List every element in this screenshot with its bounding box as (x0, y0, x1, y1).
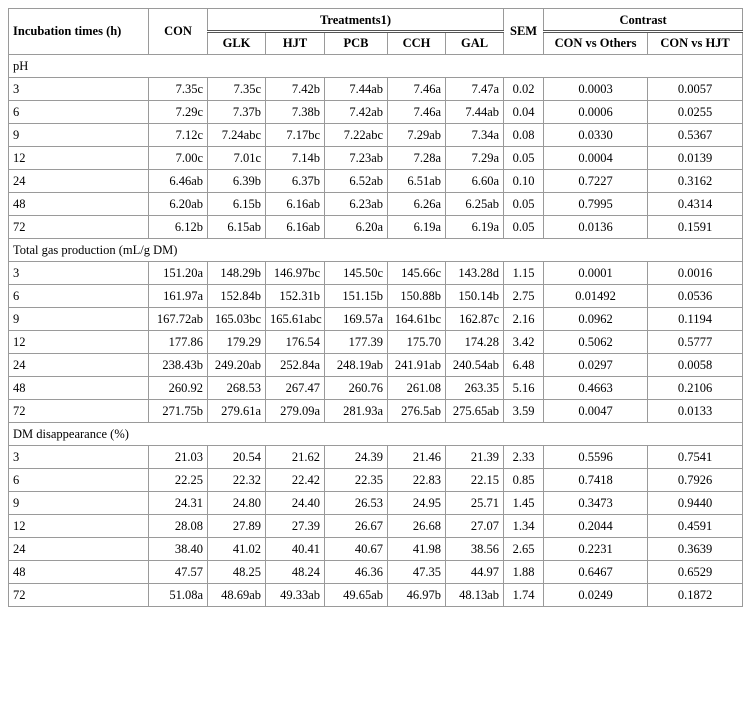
value-cell: 41.98 (388, 538, 446, 561)
value-cell: 5.16 (504, 377, 544, 400)
value-cell: 1.34 (504, 515, 544, 538)
value-cell: 7.00c (149, 147, 208, 170)
value-cell: 3.42 (504, 331, 544, 354)
time-cell: 3 (9, 446, 149, 469)
value-cell: 0.4314 (648, 193, 743, 216)
value-cell: 240.54ab (446, 354, 504, 377)
value-cell: 0.5062 (544, 331, 648, 354)
value-cell: 47.35 (388, 561, 446, 584)
value-cell: 0.04 (504, 101, 544, 124)
value-cell: 0.2231 (544, 538, 648, 561)
value-cell: 151.15b (325, 285, 388, 308)
value-cell: 0.02 (504, 78, 544, 101)
value-cell: 0.0136 (544, 216, 648, 239)
time-cell: 72 (9, 400, 149, 423)
value-cell: 276.5ab (388, 400, 446, 423)
value-cell: 6.20ab (149, 193, 208, 216)
time-cell: 3 (9, 78, 149, 101)
value-cell: 6.19a (446, 216, 504, 239)
section-title: Total gas production (mL/g DM) (9, 239, 743, 262)
value-cell: 6.51ab (388, 170, 446, 193)
value-cell: 49.65ab (325, 584, 388, 607)
section-row (9, 239, 743, 262)
value-cell: 0.0016 (648, 262, 743, 285)
value-cell: 0.08 (504, 124, 544, 147)
value-cell: 6.12b (149, 216, 208, 239)
value-cell: 0.3473 (544, 492, 648, 515)
time-cell: 6 (9, 101, 149, 124)
value-cell: 2.33 (504, 446, 544, 469)
value-cell: 7.29ab (388, 124, 446, 147)
value-cell: 2.16 (504, 308, 544, 331)
value-cell: 27.89 (208, 515, 266, 538)
section-row (9, 423, 743, 446)
value-cell: 21.62 (266, 446, 325, 469)
treatment-header-cch: CCH (388, 32, 446, 55)
value-cell: 22.25 (149, 469, 208, 492)
value-cell: 263.35 (446, 377, 504, 400)
value-cell: 241.91ab (388, 354, 446, 377)
value-cell: 24.80 (208, 492, 266, 515)
value-cell: 7.44ab (325, 78, 388, 101)
time-cell: 48 (9, 561, 149, 584)
value-cell: 146.97bc (266, 262, 325, 285)
time-cell: 24 (9, 538, 149, 561)
value-cell: 22.15 (446, 469, 504, 492)
incubation-header: Incubation times (h) (9, 9, 149, 55)
value-cell: 252.84a (266, 354, 325, 377)
value-cell: 40.41 (266, 538, 325, 561)
value-cell: 177.86 (149, 331, 208, 354)
value-cell: 3.59 (504, 400, 544, 423)
value-cell: 0.5596 (544, 446, 648, 469)
value-cell: 6.15b (208, 193, 266, 216)
contrast-header-con-vs-hjt: CON vs HJT (648, 32, 743, 55)
value-cell: 167.72ab (149, 308, 208, 331)
value-cell: 6.20a (325, 216, 388, 239)
table-row (9, 147, 743, 170)
value-cell: 0.2106 (648, 377, 743, 400)
value-cell: 28.08 (149, 515, 208, 538)
table-row (9, 538, 743, 561)
value-cell: 0.7926 (648, 469, 743, 492)
value-cell: 49.33ab (266, 584, 325, 607)
treatment-header-pcb: PCB (325, 32, 388, 55)
value-cell: 1.88 (504, 561, 544, 584)
value-cell: 161.97a (149, 285, 208, 308)
treatment-header-glk: GLK (208, 32, 266, 55)
value-cell: 145.66c (388, 262, 446, 285)
section-row (9, 55, 743, 78)
time-cell: 12 (9, 515, 149, 538)
value-cell: 0.1591 (648, 216, 743, 239)
value-cell: 0.9440 (648, 492, 743, 515)
table-row (9, 492, 743, 515)
value-cell: 0.0536 (648, 285, 743, 308)
value-cell: 0.10 (504, 170, 544, 193)
con-header: CON (149, 9, 208, 55)
time-cell: 9 (9, 308, 149, 331)
section-title: pH (9, 55, 743, 78)
value-cell: 0.7418 (544, 469, 648, 492)
value-cell: 145.50c (325, 262, 388, 285)
value-cell: 47.57 (149, 561, 208, 584)
time-cell: 24 (9, 354, 149, 377)
value-cell: 0.3639 (648, 538, 743, 561)
value-cell: 248.19ab (325, 354, 388, 377)
value-cell: 6.23ab (325, 193, 388, 216)
table-row (9, 308, 743, 331)
value-cell: 271.75b (149, 400, 208, 423)
value-cell: 0.4663 (544, 377, 648, 400)
value-cell: 7.23ab (325, 147, 388, 170)
value-cell: 21.03 (149, 446, 208, 469)
value-cell: 6.48 (504, 354, 544, 377)
value-cell: 7.46a (388, 78, 446, 101)
value-cell: 176.54 (266, 331, 325, 354)
value-cell: 150.14b (446, 285, 504, 308)
value-cell: 164.61bc (388, 308, 446, 331)
value-cell: 0.0057 (648, 78, 743, 101)
value-cell: 0.0058 (648, 354, 743, 377)
table-row (9, 400, 743, 423)
value-cell: 24.95 (388, 492, 446, 515)
value-cell: 174.28 (446, 331, 504, 354)
value-cell: 7.29a (446, 147, 504, 170)
value-cell: 0.1194 (648, 308, 743, 331)
time-cell: 9 (9, 492, 149, 515)
value-cell: 7.24abc (208, 124, 266, 147)
table-row (9, 124, 743, 147)
value-cell: 0.0330 (544, 124, 648, 147)
value-cell: 175.70 (388, 331, 446, 354)
table-row (9, 515, 743, 538)
value-cell: 6.39b (208, 170, 266, 193)
value-cell: 24.31 (149, 492, 208, 515)
value-cell: 48.25 (208, 561, 266, 584)
value-cell: 7.38b (266, 101, 325, 124)
value-cell: 275.65ab (446, 400, 504, 423)
value-cell: 0.5367 (648, 124, 743, 147)
value-cell: 38.56 (446, 538, 504, 561)
table-row (9, 446, 743, 469)
table-row (9, 377, 743, 400)
table-row (9, 285, 743, 308)
value-cell: 48.69ab (208, 584, 266, 607)
value-cell: 261.08 (388, 377, 446, 400)
value-cell: 169.57a (325, 308, 388, 331)
value-cell: 0.0962 (544, 308, 648, 331)
value-cell: 0.85 (504, 469, 544, 492)
time-cell: 12 (9, 147, 149, 170)
value-cell: 48.13ab (446, 584, 504, 607)
time-cell: 72 (9, 216, 149, 239)
value-cell: 6.16ab (266, 216, 325, 239)
value-cell: 6.16ab (266, 193, 325, 216)
value-cell: 24.39 (325, 446, 388, 469)
value-cell: 26.53 (325, 492, 388, 515)
value-cell: 0.01492 (544, 285, 648, 308)
value-cell: 0.05 (504, 193, 544, 216)
value-cell: 238.43b (149, 354, 208, 377)
value-cell: 6.37b (266, 170, 325, 193)
value-cell: 249.20ab (208, 354, 266, 377)
treatments-header: Treatments1) (208, 9, 504, 32)
value-cell: 25.71 (446, 492, 504, 515)
table-row (9, 331, 743, 354)
value-cell: 7.35c (208, 78, 266, 101)
value-cell: 0.1872 (648, 584, 743, 607)
value-cell: 46.36 (325, 561, 388, 584)
value-cell: 6.26a (388, 193, 446, 216)
value-cell: 0.7995 (544, 193, 648, 216)
value-cell: 0.0297 (544, 354, 648, 377)
value-cell: 7.29c (149, 101, 208, 124)
value-cell: 1.15 (504, 262, 544, 285)
value-cell: 0.05 (504, 147, 544, 170)
time-cell: 48 (9, 377, 149, 400)
value-cell: 51.08a (149, 584, 208, 607)
value-cell: 22.32 (208, 469, 266, 492)
value-cell: 7.01c (208, 147, 266, 170)
value-cell: 150.88b (388, 285, 446, 308)
value-cell: 0.4591 (648, 515, 743, 538)
value-cell: 0.0255 (648, 101, 743, 124)
value-cell: 267.47 (266, 377, 325, 400)
table-row (9, 354, 743, 377)
value-cell: 0.05 (504, 216, 544, 239)
value-cell: 2.75 (504, 285, 544, 308)
value-cell: 0.6467 (544, 561, 648, 584)
time-cell: 9 (9, 124, 149, 147)
value-cell: 151.20a (149, 262, 208, 285)
value-cell: 143.28d (446, 262, 504, 285)
value-cell: 260.92 (149, 377, 208, 400)
value-cell: 1.74 (504, 584, 544, 607)
value-cell: 22.42 (266, 469, 325, 492)
value-cell: 0.0001 (544, 262, 648, 285)
value-cell: 6.60a (446, 170, 504, 193)
results-table (8, 8, 743, 607)
value-cell: 7.46a (388, 101, 446, 124)
table-row (9, 561, 743, 584)
value-cell: 44.97 (446, 561, 504, 584)
table-row (9, 78, 743, 101)
value-cell: 0.3162 (648, 170, 743, 193)
value-cell: 0.6529 (648, 561, 743, 584)
value-cell: 7.34a (446, 124, 504, 147)
value-cell: 6.46ab (149, 170, 208, 193)
value-cell: 6.52ab (325, 170, 388, 193)
value-cell: 7.22abc (325, 124, 388, 147)
value-cell: 20.54 (208, 446, 266, 469)
value-cell: 7.47a (446, 78, 504, 101)
value-cell: 7.42b (266, 78, 325, 101)
value-cell: 0.0004 (544, 147, 648, 170)
value-cell: 7.37b (208, 101, 266, 124)
value-cell: 41.02 (208, 538, 266, 561)
header-row-top (9, 9, 743, 32)
value-cell: 7.17bc (266, 124, 325, 147)
value-cell: 152.84b (208, 285, 266, 308)
time-cell: 6 (9, 469, 149, 492)
treatment-header-gal: GAL (446, 32, 504, 55)
value-cell: 162.87c (446, 308, 504, 331)
value-cell: 148.29b (208, 262, 266, 285)
value-cell: 22.35 (325, 469, 388, 492)
value-cell: 281.93a (325, 400, 388, 423)
value-cell: 0.0133 (648, 400, 743, 423)
value-cell: 177.39 (325, 331, 388, 354)
value-cell: 6.19a (388, 216, 446, 239)
value-cell: 152.31b (266, 285, 325, 308)
value-cell: 27.07 (446, 515, 504, 538)
value-cell: 7.28a (388, 147, 446, 170)
value-cell: 0.0006 (544, 101, 648, 124)
value-cell: 24.40 (266, 492, 325, 515)
value-cell: 7.35c (149, 78, 208, 101)
sem-header: SEM (504, 9, 544, 55)
value-cell: 0.0249 (544, 584, 648, 607)
value-cell: 179.29 (208, 331, 266, 354)
value-cell: 46.97b (388, 584, 446, 607)
value-cell: 0.2044 (544, 515, 648, 538)
table-body (9, 55, 743, 607)
time-cell: 48 (9, 193, 149, 216)
value-cell: 6.25ab (446, 193, 504, 216)
value-cell: 165.61abc (266, 308, 325, 331)
table-row (9, 193, 743, 216)
time-cell: 3 (9, 262, 149, 285)
table-row (9, 101, 743, 124)
value-cell: 6.15ab (208, 216, 266, 239)
value-cell: 7.44ab (446, 101, 504, 124)
time-cell: 72 (9, 584, 149, 607)
value-cell: 0.7541 (648, 446, 743, 469)
contrast-header: Contrast (544, 9, 743, 32)
section-title: DM disappearance (%) (9, 423, 743, 446)
value-cell: 21.46 (388, 446, 446, 469)
value-cell: 0.7227 (544, 170, 648, 193)
value-cell: 7.12c (149, 124, 208, 147)
value-cell: 0.0047 (544, 400, 648, 423)
contrast-header-con-vs-others: CON vs Others (544, 32, 648, 55)
value-cell: 38.40 (149, 538, 208, 561)
value-cell: 260.76 (325, 377, 388, 400)
table-row (9, 469, 743, 492)
value-cell: 165.03bc (208, 308, 266, 331)
table-row (9, 170, 743, 193)
value-cell: 2.65 (504, 538, 544, 561)
value-cell: 48.24 (266, 561, 325, 584)
table-row (9, 216, 743, 239)
value-cell: 26.68 (388, 515, 446, 538)
value-cell: 27.39 (266, 515, 325, 538)
time-cell: 24 (9, 170, 149, 193)
value-cell: 7.14b (266, 147, 325, 170)
value-cell: 7.42ab (325, 101, 388, 124)
table-row (9, 262, 743, 285)
value-cell: 22.83 (388, 469, 446, 492)
value-cell: 1.45 (504, 492, 544, 515)
value-cell: 268.53 (208, 377, 266, 400)
value-cell: 40.67 (325, 538, 388, 561)
table-row (9, 584, 743, 607)
time-cell: 12 (9, 331, 149, 354)
value-cell: 0.5777 (648, 331, 743, 354)
value-cell: 0.0139 (648, 147, 743, 170)
treatment-header-hjt: HJT (266, 32, 325, 55)
value-cell: 279.09a (266, 400, 325, 423)
value-cell: 21.39 (446, 446, 504, 469)
value-cell: 26.67 (325, 515, 388, 538)
time-cell: 6 (9, 285, 149, 308)
value-cell: 279.61a (208, 400, 266, 423)
value-cell: 0.0003 (544, 78, 648, 101)
